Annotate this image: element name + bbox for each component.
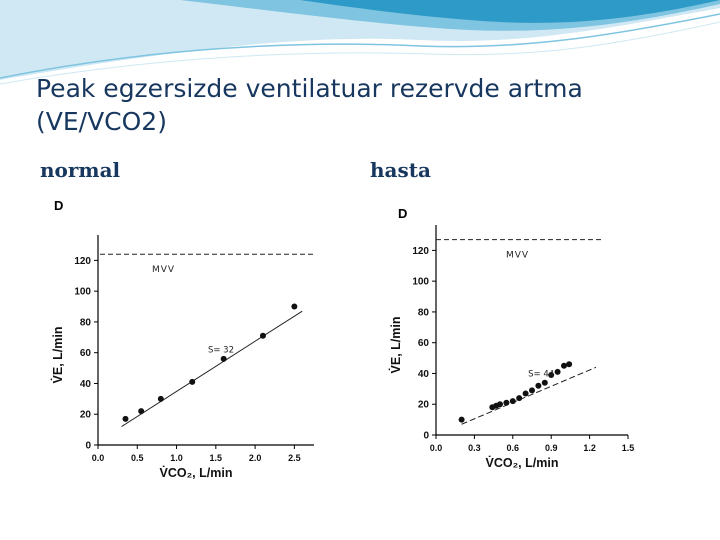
chart-1-slope-label: S= 44: [528, 369, 555, 380]
chart-0-mvv-label: MVV: [152, 265, 176, 276]
chart-1-data-point: [516, 395, 522, 401]
chart-0-ytick-label: 120: [74, 255, 91, 267]
label-normal: normal: [40, 158, 121, 182]
label-hasta: hasta: [370, 158, 431, 182]
chart-1-data-point: [459, 417, 465, 423]
chart-0-ytick-label: 40: [79, 378, 91, 390]
chart-1-data-point: [561, 363, 567, 369]
chart-0-ytick-label: 60: [79, 348, 91, 360]
chart-0-data-point: [138, 408, 144, 414]
chart-0-xtick-label: 1.5: [209, 453, 223, 463]
chart-1-data-point: [566, 361, 572, 367]
chart-1-ytick-label: 40: [417, 368, 429, 380]
chart-0-xtick-label: 2.0: [248, 453, 262, 463]
chart-0-xtick-label: 0.5: [131, 453, 144, 463]
chart-0-xtick-label: 2.5: [288, 453, 301, 463]
chart-1-ytick-label: 80: [417, 307, 429, 319]
chart-0-xtick-label: 0.0: [91, 453, 105, 463]
chart-0-ytick-label: 20: [79, 409, 91, 421]
chart-1-data-point: [510, 398, 516, 404]
chart-1-ytick-label: 0: [423, 430, 429, 442]
chart-1-xtick-label: 1.5: [621, 443, 635, 453]
chart-hasta-svg: [368, 190, 662, 486]
chart-0-fit-line: [122, 311, 303, 426]
chart-1-data-point: [529, 387, 535, 393]
chart-1-xtick-label: 0.0: [429, 443, 443, 453]
chart-0-xtick-label: 1.0: [170, 453, 183, 463]
chart-0-data-point: [189, 379, 195, 385]
slide-title: Peak egzersizde ventilatuar rezervde artma (VE/VCO2): [36, 74, 583, 136]
chart-0-ytick-label: 100: [74, 286, 91, 298]
chart-1-data-point: [503, 400, 509, 406]
chart-1-xtick-label: 1.2: [583, 443, 596, 453]
chart-0-ytick-label: 0: [85, 440, 91, 452]
chart-0-data-point: [291, 304, 297, 310]
chart-1-ytick-label: 60: [417, 338, 429, 350]
chart-hasta: [368, 190, 662, 486]
chart-0-slope-label: S= 32: [207, 345, 235, 356]
chart-1-panel-letter: D: [398, 206, 408, 221]
chart-1-data-point: [555, 369, 561, 375]
chart-1-ytick-label: 20: [417, 399, 429, 411]
chart-1-xtick-label: 0.3: [468, 443, 481, 453]
chart-1-data-point: [542, 380, 548, 386]
chart-0-data-point: [221, 356, 227, 362]
chart-1-x-axis-label: V̇CO₂, L/min: [485, 456, 559, 470]
chart-0-y-axis-label: V̇E, L/min: [51, 326, 65, 384]
chart-1-y-axis-label: V̇E, L/min: [389, 316, 403, 374]
chart-1-ytick-label: 100: [412, 276, 429, 288]
chart-0-data-point: [122, 416, 128, 422]
chart-1-ytick-label: 120: [412, 245, 429, 257]
chart-0-ytick-label: 80: [79, 317, 91, 329]
chart-1-mvv-label: MVV: [506, 250, 530, 261]
chart-0-data-point: [260, 333, 266, 339]
chart-normal-svg: [26, 190, 342, 492]
chart-1-xtick-label: 0.9: [544, 443, 558, 453]
chart-0-data-point: [158, 396, 164, 402]
chart-0-panel-letter: D: [54, 198, 64, 213]
chart-1-data-point: [523, 390, 529, 396]
chart-1-xtick-label: 0.6: [506, 443, 520, 453]
chart-0-x-axis-label: V̇CO₂, L/min: [159, 466, 233, 480]
chart-1-data-point: [535, 383, 541, 389]
chart-1-data-point: [497, 401, 503, 407]
chart-normal: [26, 190, 342, 492]
